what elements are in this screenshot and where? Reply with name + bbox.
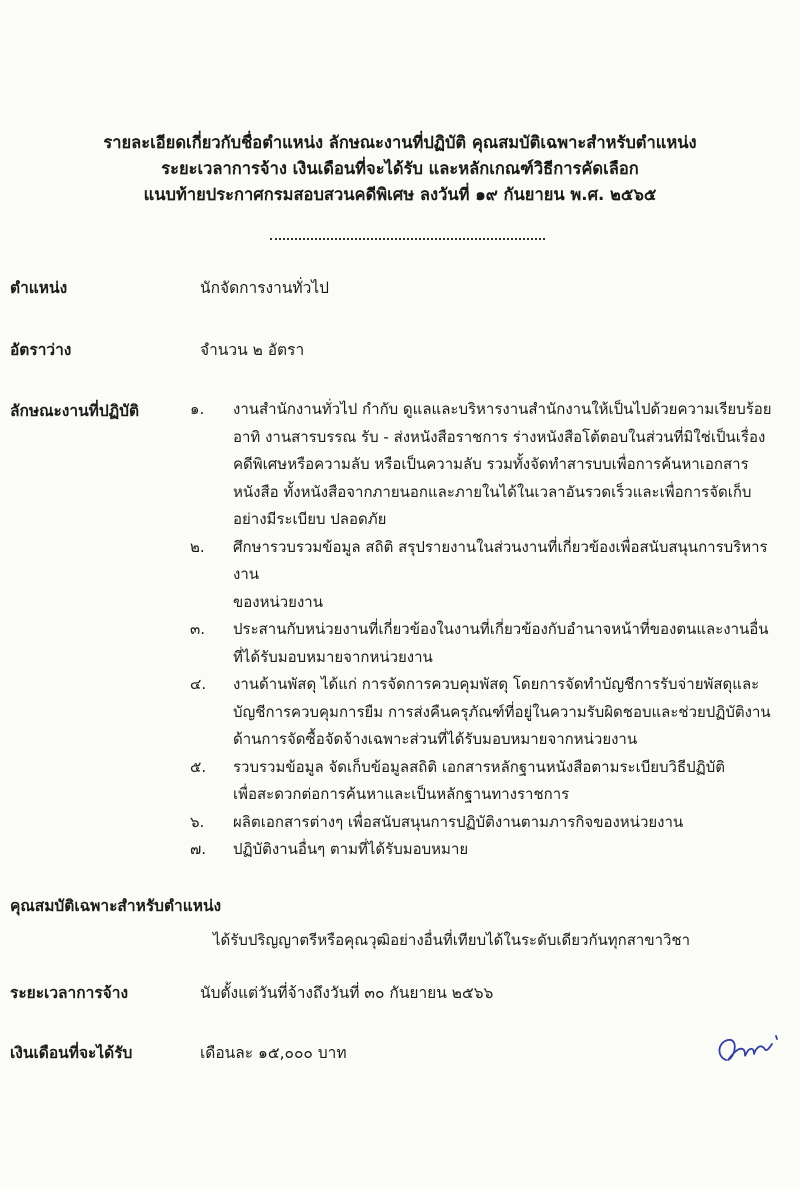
duty-item xyxy=(190,396,790,534)
duty-line: ของหน่วยงาน xyxy=(233,592,323,611)
duty-line: ปฏิบัติงานอื่นๆ ตามที่ได้รับมอบหมาย xyxy=(233,840,469,858)
duty-item xyxy=(190,754,790,809)
duty-line: ที่ได้รับมอบหมายจากหน่วยงาน xyxy=(233,647,433,666)
document-header xyxy=(0,130,800,208)
duty-item xyxy=(190,809,790,837)
vacancy-label: อัตราว่าง xyxy=(10,341,72,359)
duty-line: คดีพิเศษหรือความลับ หรือเป็นความลับ รวมทั้งจัดทำสารบบเพื่อการค้นหาเอกสาร xyxy=(233,455,749,473)
position-label: ตำแหน่ง xyxy=(10,279,68,297)
duty-line: รวบรวมข้อมูล จัดเก็บข้อมูลสถิติ เอกสารหลักฐานหนังสือตามระเบียบวิธีปฏิบัติ xyxy=(233,757,725,776)
duty-line: ศึกษารวบรวมข้อมูล สถิติ สรุปรายงานในส่วนงานที่เกี่ยวข้องเพื่อสนับสนุนการบริหารงาน xyxy=(233,537,768,583)
header-line-1: รายละเอียดเกี่ยวกับชื่อตำแหน่ง ลักษณะงานที่ปฏิบัติ คุณสมบัติเฉพาะสำหรับตำแหน่ง xyxy=(103,133,697,152)
duty-item xyxy=(190,534,790,617)
duty-number: ๖. xyxy=(190,812,205,831)
duties-list xyxy=(190,396,790,864)
vacancy-value: จำนวน ๒ อัตรา xyxy=(200,341,305,359)
qualification-label: คุณสมบัติเฉพาะสำหรับตำแหน่ง xyxy=(10,897,222,915)
duty-line: ด้านการจัดซื้อจัดจ้างเฉพาะส่วนที่ได้รับมอบหมายจากหน่วยงาน xyxy=(233,730,638,748)
duty-line: ผลิตเอกสารต่างๆ เพื่อสนับสนุนการปฏิบัติงานตามภารกิจของหน่วยงาน xyxy=(233,812,684,831)
duty-line: บัญชีการควบคุมการยืม การส่งคืนครุภัณฑ์ที่อยู่ในความรับผิดชอบและช่วยปฏิบัติงาน xyxy=(233,702,771,721)
header-line-2: ระยะเวลาการจ้าง เงินเดือนที่จะได้รับ และหลักเกณฑ์วิธีการคัดเลือก xyxy=(161,159,639,178)
duty-item xyxy=(190,616,790,671)
duty-number: ๗. xyxy=(190,840,207,858)
duty-line: อาทิ งานสารบรรณ รับ - ส่งหนังสือราชการ ร่างหนังสือโต้ตอบในส่วนที่มิใช่เป็นเรื่อง xyxy=(233,427,766,446)
signature-mark xyxy=(712,1030,784,1070)
duties-label: ลักษณะงานที่ปฏิบัติ xyxy=(10,402,140,420)
duty-number: ๒. xyxy=(190,537,205,556)
duty-line: เพื่อสะดวกต่อการค้นหาและเป็นหลักฐานทางราชการ xyxy=(233,785,570,803)
duty-line: งานสำนักงานทั่วไป กำกับ ดูแลและบริหารงานสำนักงานให้เป็นไปด้วยความเรียบร้อย xyxy=(233,400,772,418)
duty-line: งานด้านพัสดุ ได้แก่ การจัดการควบคุมพัสดุ โดยการจัดทำบัญชีการรับจ่ายพัสดุและ xyxy=(233,675,760,693)
duty-number: ๓. xyxy=(190,620,206,638)
duty-item xyxy=(190,836,790,864)
period-value: นับตั้งแต่วันที่จ้างถึงวันที่ ๓๐ กันยายน ๒๕๖๖ xyxy=(200,984,494,1002)
duty-number: ๔. xyxy=(190,675,207,693)
duty-number: ๑. xyxy=(190,400,205,418)
duty-line: หนังสือ ทั้งหนังสือจากภายนอกและภายในได้ในเวลาอันรวดเร็วและเพื่อการจัดเก็บ xyxy=(233,482,752,501)
duty-line: อย่างมีระเบียบ ปลอดภัย xyxy=(233,510,387,528)
qualification-value: ได้รับปริญญาตรีหรือคุณวุฒิอย่างอื่นที่เทียบได้ในระดับเดียวกันทุกสาขาวิชา xyxy=(213,931,691,949)
position-value: นักจัดการงานทั่วไป xyxy=(200,279,329,297)
header-line-3: แนบท้ายประกาศกรมสอบสวนคดีพิเศษ ลงวันที่ ๑๙ กันยายน พ.ศ. ๒๕๖๕ xyxy=(143,185,657,204)
duty-line: ประสานกับหน่วยงานที่เกี่ยวข้องในงานที่เกี่ยวข้องกับอำนาจหน้าที่ของตนและงานอื่น xyxy=(233,620,769,638)
duty-number: ๕. xyxy=(190,757,207,776)
salary-value: เดือนละ ๑๕,๐๐๐ บาท xyxy=(200,1044,347,1062)
salary-label: เงินเดือนที่จะได้รับ xyxy=(10,1044,133,1062)
duty-item xyxy=(190,671,790,754)
dotted-divider xyxy=(270,238,545,240)
period-label: ระยะเวลาการจ้าง xyxy=(10,984,129,1002)
